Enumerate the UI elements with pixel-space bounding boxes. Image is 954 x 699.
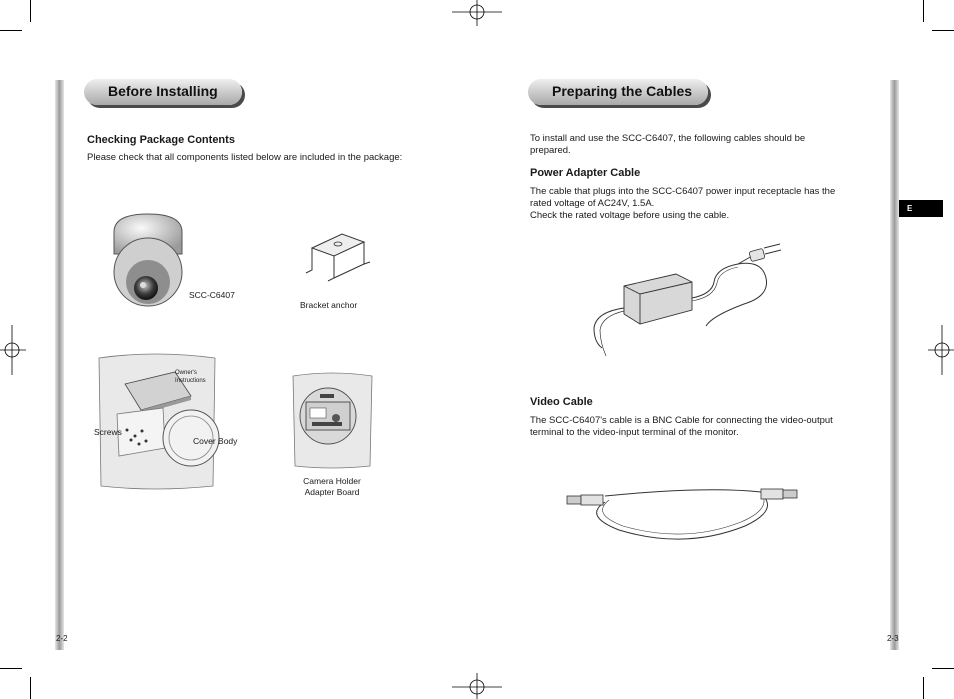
language-tab-label: E — [907, 204, 913, 213]
registration-mark-top — [452, 0, 502, 26]
registration-mark-left — [0, 325, 26, 375]
left-sidebar-bar — [55, 80, 64, 650]
section-title-pill — [528, 79, 708, 105]
crop-mark — [932, 30, 954, 31]
camera-dome-illustration — [108, 210, 188, 310]
page-number-right: 2-3 — [887, 634, 899, 643]
video-cable-line1: The SCC-C6407's cable is a BNC Cable for connecting the video-output — [530, 415, 833, 426]
power-adapter-illustration — [588, 238, 788, 366]
power-cable-line3: Check the rated voltage before using the cable. — [530, 210, 730, 221]
cover-body-caption: Cover Body — [193, 436, 238, 446]
section-title: Preparing the Cables — [552, 83, 693, 99]
adapter-board-caption — [297, 476, 367, 498]
section-title: Before Installing — [108, 83, 218, 99]
bracket-caption: Bracket anchor — [300, 300, 358, 310]
video-cable-heading: Video Cable — [530, 396, 593, 408]
language-tab — [899, 200, 943, 217]
adapter-board-illustration — [290, 372, 375, 470]
power-cable-heading: Power Adapter Cable — [530, 167, 641, 179]
screws-caption: Screws — [94, 427, 122, 437]
section-title-pill — [84, 79, 242, 105]
crop-mark — [30, 677, 31, 699]
video-cable-line2: terminal to the video-input terminal of the monitor. — [530, 427, 739, 438]
cables-intro-line1: To install and use the SCC-C6407, the following cables should be — [530, 133, 806, 144]
adapter-board-caption-line1: Camera Holder — [303, 476, 361, 486]
crop-mark — [30, 0, 31, 22]
bnc-cable-illustration — [565, 480, 805, 550]
registration-mark-bottom — [452, 673, 502, 699]
power-cable-text — [530, 186, 835, 222]
crop-mark — [923, 677, 924, 699]
subheading: Checking Package Contents — [87, 134, 235, 146]
crop-mark — [0, 668, 22, 669]
cables-intro — [530, 133, 805, 157]
cables-intro-line2: prepared. — [530, 145, 571, 156]
page-number-left: 2-2 — [56, 634, 68, 643]
right-sidebar-bar — [890, 80, 899, 650]
intro-text: Please check that all components listed below are included in the package: — [87, 152, 403, 163]
crop-mark — [923, 0, 924, 22]
crop-mark — [0, 30, 22, 31]
adapter-board-caption-line2: Adapter Board — [304, 487, 360, 497]
video-cable-text — [530, 415, 833, 439]
power-cable-line1: The cable that plugs into the SCC-C6407 power input receptacle has the — [530, 186, 836, 197]
instructions-label: Owner's Instructions — [175, 370, 206, 384]
registration-mark-right — [928, 325, 954, 375]
instructions-caption — [175, 369, 217, 385]
camera-caption: SCC-C6407 — [189, 290, 235, 300]
power-cable-line2: rated voltage of AC24V, 1.5A. — [530, 198, 655, 209]
crop-mark — [932, 668, 954, 669]
bracket-anchor-illustration — [302, 228, 372, 288]
